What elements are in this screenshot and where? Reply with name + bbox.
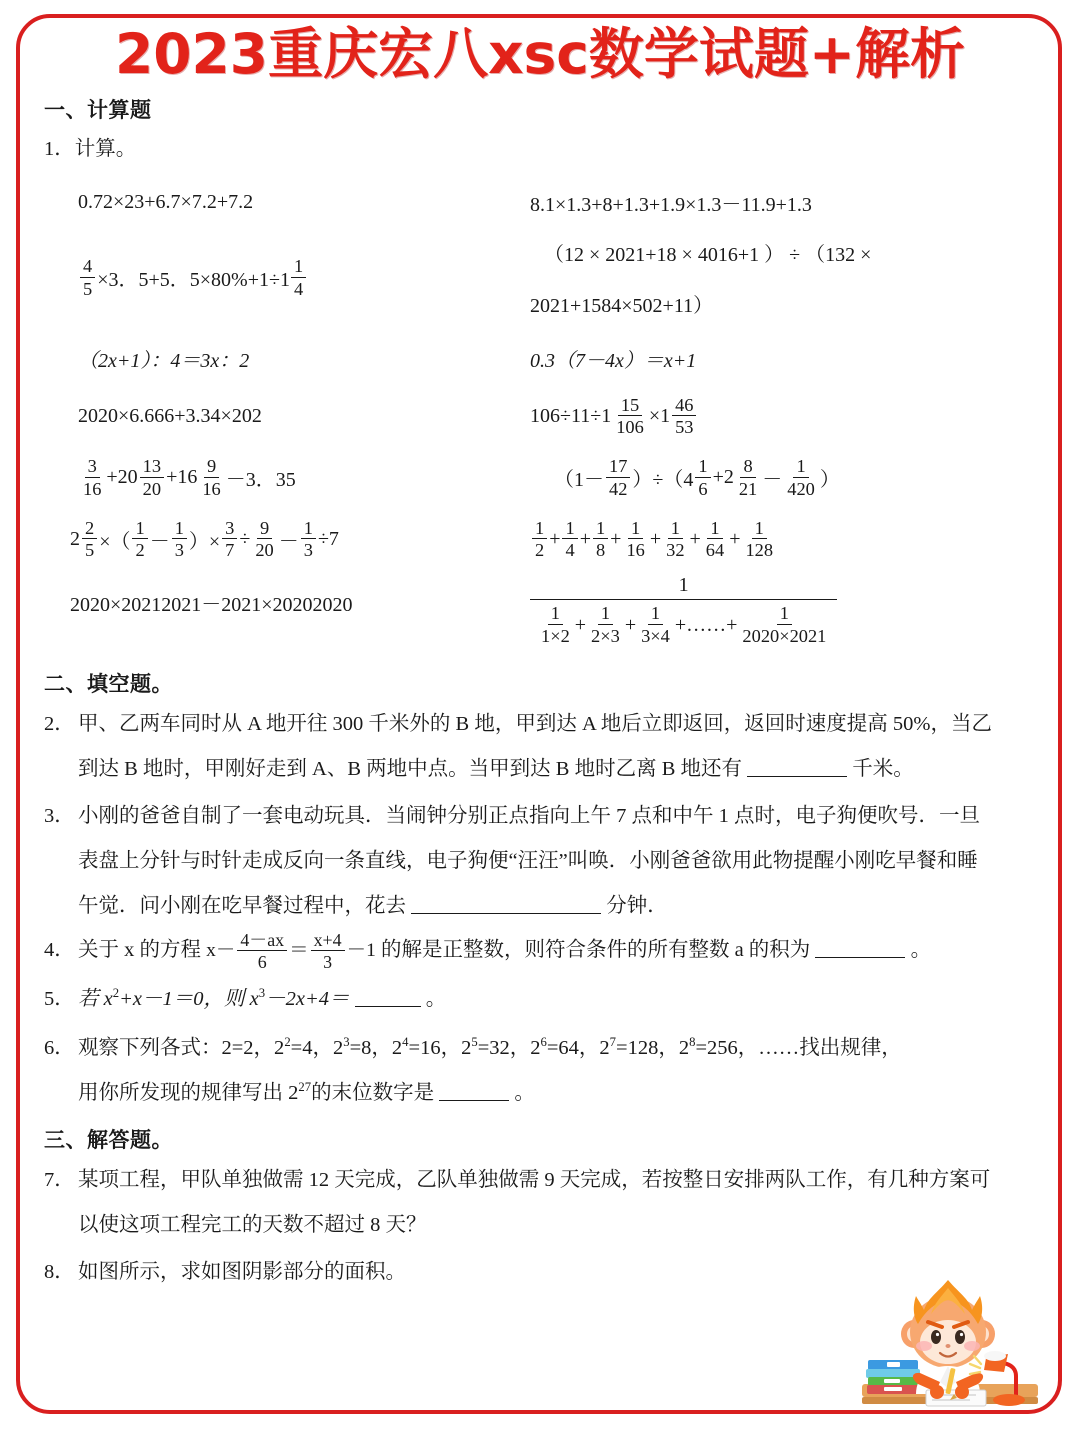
- question-3-line2: 表盘上分针与时针走成反向一条直线，电子狗便“汪汪”叫唤．小刚爸爸欲用此物提醒小刚吃早餐和睡: [78, 849, 978, 872]
- fraction: $\frac{13}{20}$: [140, 457, 164, 499]
- calc-item-9: [48, 447, 508, 509]
- expr-text: －: [762, 469, 783, 492]
- fraction: $\frac{1}{420}$: [787, 456, 815, 499]
- fraction: $\frac{4}{5}$: [80, 257, 95, 299]
- question-6-line1-pre: 观察下列各式：2=2，2: [78, 1037, 285, 1060]
- operator: +: [579, 527, 591, 550]
- fraction: $\frac{1}{2}$: [132, 519, 147, 561]
- fraction: $\frac{3}{7}$: [222, 519, 237, 561]
- calc-expr-6: 0.3（7－4x）＝x+1: [530, 350, 697, 373]
- question-7-number: 7．: [44, 1169, 75, 1192]
- question-5: [44, 979, 1036, 1020]
- question-5-end: 。: [425, 988, 447, 1011]
- expr-text: +16: [166, 466, 198, 489]
- calc-item-1: [48, 176, 508, 230]
- exponent: 6: [540, 1035, 547, 1050]
- exponent: 5: [471, 1035, 478, 1050]
- studying-monkey-mascot: [844, 1272, 1054, 1422]
- fraction: $\frac{1}{2}$: [532, 519, 547, 561]
- expr-text: ×3．5+5．5×80%+1÷1: [97, 269, 290, 292]
- operator: +: [610, 527, 622, 550]
- power-value: =32，2: [477, 1037, 541, 1060]
- exponent: 4: [402, 1035, 409, 1050]
- question-5-pre-c: －2x+4＝: [265, 988, 350, 1011]
- calc-expr-3: [78, 257, 308, 299]
- fraction: $\frac{1}{3}$: [172, 519, 187, 561]
- fraction: $\frac{17}{42}$: [606, 457, 630, 499]
- question-4-end: 。: [910, 938, 932, 961]
- exponent: 7: [609, 1035, 617, 1050]
- question-2-line1: 甲、乙两车同时从 A 地开往 300 千米外的 B 地，甲到达 A 地后立即返回，返回时速度提高 50%，当乙: [78, 712, 992, 735]
- complex-fraction-denominator: [530, 600, 837, 646]
- question-2: [44, 704, 1036, 745]
- question-8-number: 8．: [44, 1261, 75, 1284]
- calc-item-7: [48, 386, 508, 448]
- calc-expr-11: [70, 519, 339, 561]
- section-heading-two: 二、填空题。: [44, 671, 173, 696]
- complex-fraction: 1 $\frac{1}{1\times 2}$ + $\frac{1}{2\times 3}$ + $\frac{1}{3\times 4}$ +……+ $\frac{1}{2020\times 2021}$: [530, 574, 837, 646]
- question-7-line1: 某项工程，甲队单独做需 12 天完成，乙队单独做需 9 天完成，若按整日安排两队工作，有几种方案可: [78, 1169, 991, 1192]
- calc-expr-5: （2x+1）：4＝3x：2: [78, 350, 250, 373]
- question-3-line3-pre: 午觉．问小刚在吃早餐过程中，花去: [78, 894, 406, 917]
- expr-text: ×1: [648, 404, 671, 427]
- calc-expr-9: [78, 457, 296, 499]
- fraction: $\frac{15}{106}$: [616, 394, 644, 438]
- calc-item-11: [48, 509, 508, 571]
- question-2-cont: [44, 749, 1036, 790]
- section-heading-one: 一、计算题: [44, 97, 152, 122]
- question-8-line1: 如图所示，求如图阴影部分的面积。: [78, 1261, 406, 1284]
- calc-item-13: [48, 570, 508, 656]
- expr-text: ）: [819, 469, 840, 492]
- operator: +……+: [674, 613, 738, 636]
- power-value: =4，2: [290, 1037, 344, 1060]
- expr-text: －1: [346, 939, 376, 961]
- expr-text: +20: [106, 466, 138, 489]
- fraction: $\frac{1}{2020\times 2021}$: [742, 603, 827, 646]
- question-6-line2-mid: 的末位数字是: [311, 1082, 435, 1105]
- question-7-line2: 以使这项工程完工的天数不超过 8 天？: [78, 1214, 427, 1237]
- expr-text: +2: [712, 466, 734, 489]
- question-6-power-series: [284, 1037, 737, 1059]
- exponent: 27: [298, 1080, 312, 1095]
- question-3-cont-b: [44, 886, 1036, 927]
- question-6-number: 6．: [44, 1037, 75, 1060]
- question-7: [44, 1160, 1036, 1201]
- expr-text: x－: [206, 939, 236, 961]
- fraction: $\frac{1}{6}$: [695, 457, 710, 499]
- exponent: 8: [689, 1035, 696, 1050]
- question-3-line3-post: 分钟．: [606, 894, 668, 917]
- calc-expr-1: 0.72×23+6.7×7.2+7.2: [78, 191, 254, 214]
- calc-expr-2: 8.1×1.3+8+1.3+1.9×1.3－11.9+1.3: [530, 194, 812, 217]
- calc-expr-4-line2: 2021+1584×502+11）: [530, 294, 714, 317]
- calc-item-2: [520, 176, 1036, 230]
- question-5-number: 5．: [44, 988, 75, 1011]
- fraction: $\frac{1}{4}$: [562, 519, 577, 561]
- fraction: $\frac{46}{53}$: [672, 396, 696, 438]
- answer-blank[interactable]: [355, 986, 421, 1008]
- operator: +: [549, 527, 561, 550]
- question-3-line1: 小刚的爸爸自制了一套电动玩具．当闹钟分别正点指向上午 7 点和中午 1 点时，电子狗便吹号．一旦: [78, 804, 980, 827]
- calc-item-14: [520, 570, 1036, 656]
- answer-blank[interactable]: [411, 892, 601, 914]
- exponent: 3: [343, 1035, 350, 1050]
- fraction: $\frac{3}{16}$: [83, 456, 102, 499]
- calc-expr-13: 2020×20212021－2021×20202020: [70, 594, 353, 617]
- calc-item-4: [520, 230, 1036, 326]
- fraction: $\frac{1}{64}$: [705, 517, 725, 561]
- calc-item-5: [48, 326, 508, 386]
- fraction: $\frac{1}{128}$: [745, 517, 774, 561]
- calc-item-6: [520, 326, 1036, 386]
- expr-text: ÷: [239, 527, 251, 550]
- operator: +: [574, 613, 587, 636]
- expr-text: 2: [70, 527, 80, 550]
- fraction: $\frac{9}{16}$: [202, 456, 221, 499]
- calc-item-8: [520, 386, 1036, 448]
- expr-text: ÷7: [317, 527, 339, 550]
- power-value: =64，2: [546, 1037, 610, 1060]
- fraction: $\frac{x+4}{3}$: [311, 931, 345, 972]
- question-4-pre: 关于 x 的方程: [78, 938, 201, 961]
- calc-item-3: [48, 230, 508, 326]
- question-4-post: 的解是正整数，则符合条件的所有整数 a 的积为: [380, 938, 811, 961]
- expr-text: －3．35: [225, 469, 296, 492]
- question-4-equation: [206, 931, 376, 972]
- expr-text: （1－: [554, 469, 604, 492]
- fraction: $\frac{1}{3}$: [301, 519, 316, 561]
- fraction: $\frac{1}{8}$: [593, 519, 608, 561]
- power-value: =256: [695, 1037, 738, 1060]
- expr-text: ×（: [99, 530, 131, 553]
- exponent: 2: [112, 986, 120, 1001]
- fraction: $\frac{4-ax}{6}$: [237, 931, 287, 972]
- fraction: $\frac{9}{20}$: [255, 517, 274, 561]
- expr-text: ）÷（4: [632, 469, 694, 492]
- expr-text: －: [278, 530, 299, 553]
- question-6-cont: [44, 1073, 1036, 1114]
- question-2-number: 2．: [44, 712, 75, 735]
- question-4-number: 4．: [44, 938, 75, 961]
- calc-expr-4-line1: （12 × 2021+18 × 4016+1 ） ÷ （132 ×: [544, 243, 872, 266]
- question-6-line1-post: ，……找出规律，: [737, 1037, 902, 1060]
- question-3-number: 3．: [44, 804, 75, 827]
- exponent: 2: [284, 1035, 291, 1050]
- fraction: $\frac{1}{2\times 3}$: [591, 603, 620, 646]
- operator: +: [649, 527, 662, 550]
- question-6-line2-pre: 用你所发现的规律写出 2: [78, 1082, 299, 1105]
- calc-expr-8: [530, 396, 698, 438]
- question-2-line2-post: 千米。: [852, 757, 914, 780]
- exponent: 3: [258, 986, 266, 1001]
- calc-expr-10: [554, 457, 840, 499]
- question-5-pre-b: +x－1＝0，则 x: [119, 988, 259, 1011]
- fraction: $\frac{8}{21}$: [738, 456, 758, 499]
- operator: +: [624, 613, 637, 636]
- fraction: $\frac{1}{4}$: [291, 257, 306, 299]
- question-3: [44, 796, 1036, 837]
- fraction: $\frac{2}{5}$: [82, 519, 97, 561]
- calc-expr-12: [530, 519, 778, 561]
- expr-text: －: [149, 530, 170, 553]
- power-value: =128，2: [616, 1037, 690, 1060]
- question-4: [44, 931, 1036, 972]
- operator: +: [689, 527, 701, 550]
- question-1-label: 1．计算。: [44, 137, 137, 160]
- calculation-problem-grid: [44, 176, 1036, 656]
- question-5-pre-a: 若 x: [78, 988, 113, 1011]
- calc-expr-7: 2020×6.666+3.34×202: [78, 404, 262, 427]
- expr-text: ＝: [289, 939, 309, 961]
- question-6: [44, 1028, 1036, 1069]
- answer-blank[interactable]: [815, 936, 905, 958]
- power-value: =8，2: [349, 1037, 403, 1060]
- question-7-cont: [44, 1205, 1036, 1246]
- expr-text: 106÷11÷1: [530, 404, 612, 427]
- power-value: =16，2: [408, 1037, 472, 1060]
- question-2-line2-pre: 到达 B 地时，甲刚好走到 A、B 两地中点。当甲到达 B 地时乙离 B 地还有: [78, 757, 742, 780]
- operator: +: [729, 527, 741, 550]
- fraction: $\frac{1}{1\times 2}$: [541, 603, 570, 646]
- question-3-cont-a: [44, 841, 1036, 882]
- answer-blank[interactable]: [747, 755, 847, 777]
- fraction: $\frac{1}{32}$: [666, 517, 685, 561]
- question-6-line2-post: 。: [514, 1082, 535, 1105]
- calc-item-12: [520, 509, 1036, 571]
- section-heading-three: 三、解答题。: [44, 1128, 173, 1153]
- calc-item-10: [520, 447, 1036, 509]
- expr-text: ）×: [188, 530, 221, 553]
- answer-blank[interactable]: [439, 1080, 509, 1102]
- fraction: $\frac{1}{16}$: [626, 517, 645, 561]
- page-title: 2023重庆宏八xsc数学试题+解析: [115, 22, 965, 86]
- fraction: $\frac{1}{3\times 4}$: [641, 603, 670, 646]
